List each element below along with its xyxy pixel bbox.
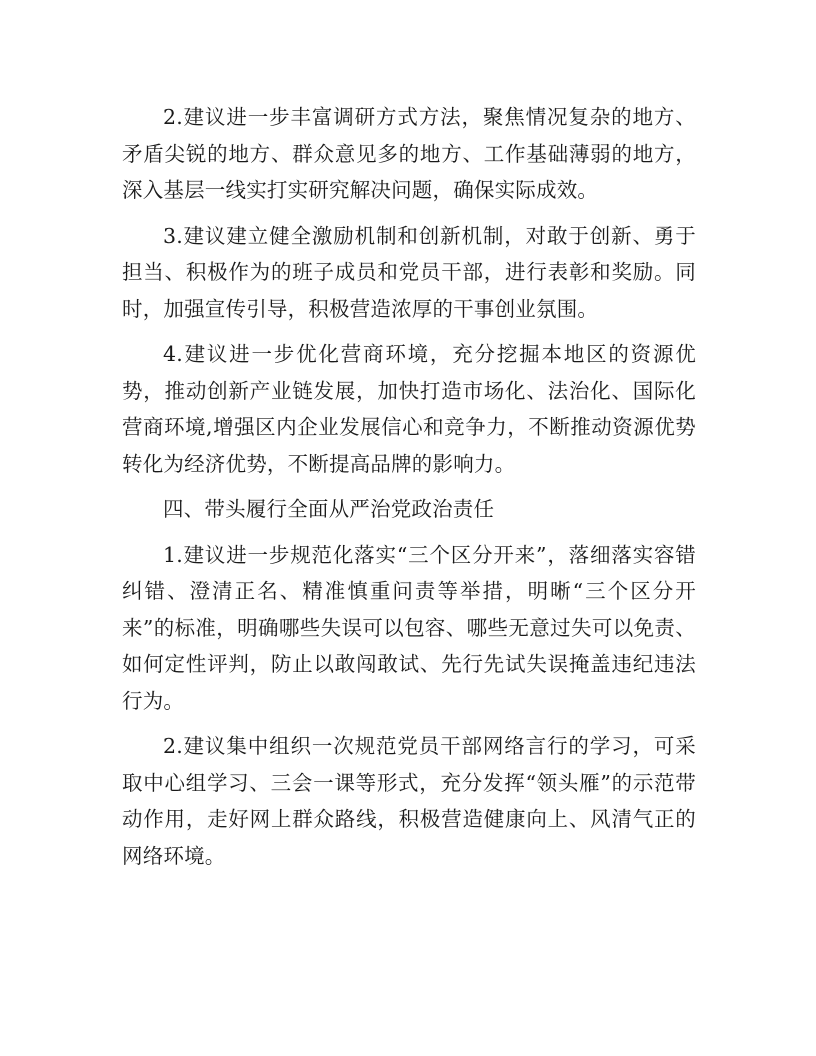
paragraph-suggestion-2: 2.建议进一步丰富调研方式方法，聚焦情况复杂的地方、矛盾尖锐的地方、群众意见多的地方、工作基础薄弱的地方，深入基层一线实打实研究解决问题，确保实际成效。 [122, 105, 696, 202]
document-body [122, 99, 696, 883]
paragraph-section4-item-2: 2.建议集中组织一次规范党员干部网络言行的学习，可采取中心组学习、三会一课等形式，充分发挥“领头雁”的示范带动作用，走好网上群众路线，积极营造健康向上、风清气正的网络环境。 [122, 734, 696, 868]
paragraph-suggestion-3: 3.建议建立健全激励机制和创新机制，对敢于创新、勇于担当、积极作为的班子成员和党员干部，进行表彰和奖励。同时，加强宣传引导，积极营造浓厚的干事创业氛围。 [122, 223, 696, 321]
paragraph-suggestion-4: 4.建议进一步优化营商环境，充分挖掘本地区的资源优势，推动创新产业链发展，加快打造市场化、法治化、国际化营商环境,增强区内企业发展信心和竞争力，不断推动资源优势转化为经济优势，不断提高品牌的影响力。 [122, 342, 696, 476]
paragraph-section4-item-1: 1.建议进一步规范化落实“三个区分开来”，落细落实容错纠错、澄清正名、精准慎重问责等举措，明晰“三个区分开来”的标准，明确哪些失误可以包容、哪些无意过失可以免责、如何定性评判，防止以敢闯敢试、先行先试失误掩盖违纪违法行为。 [122, 542, 696, 713]
section-heading: 四、带头履行全面从严治党政治责任 [163, 497, 495, 521]
